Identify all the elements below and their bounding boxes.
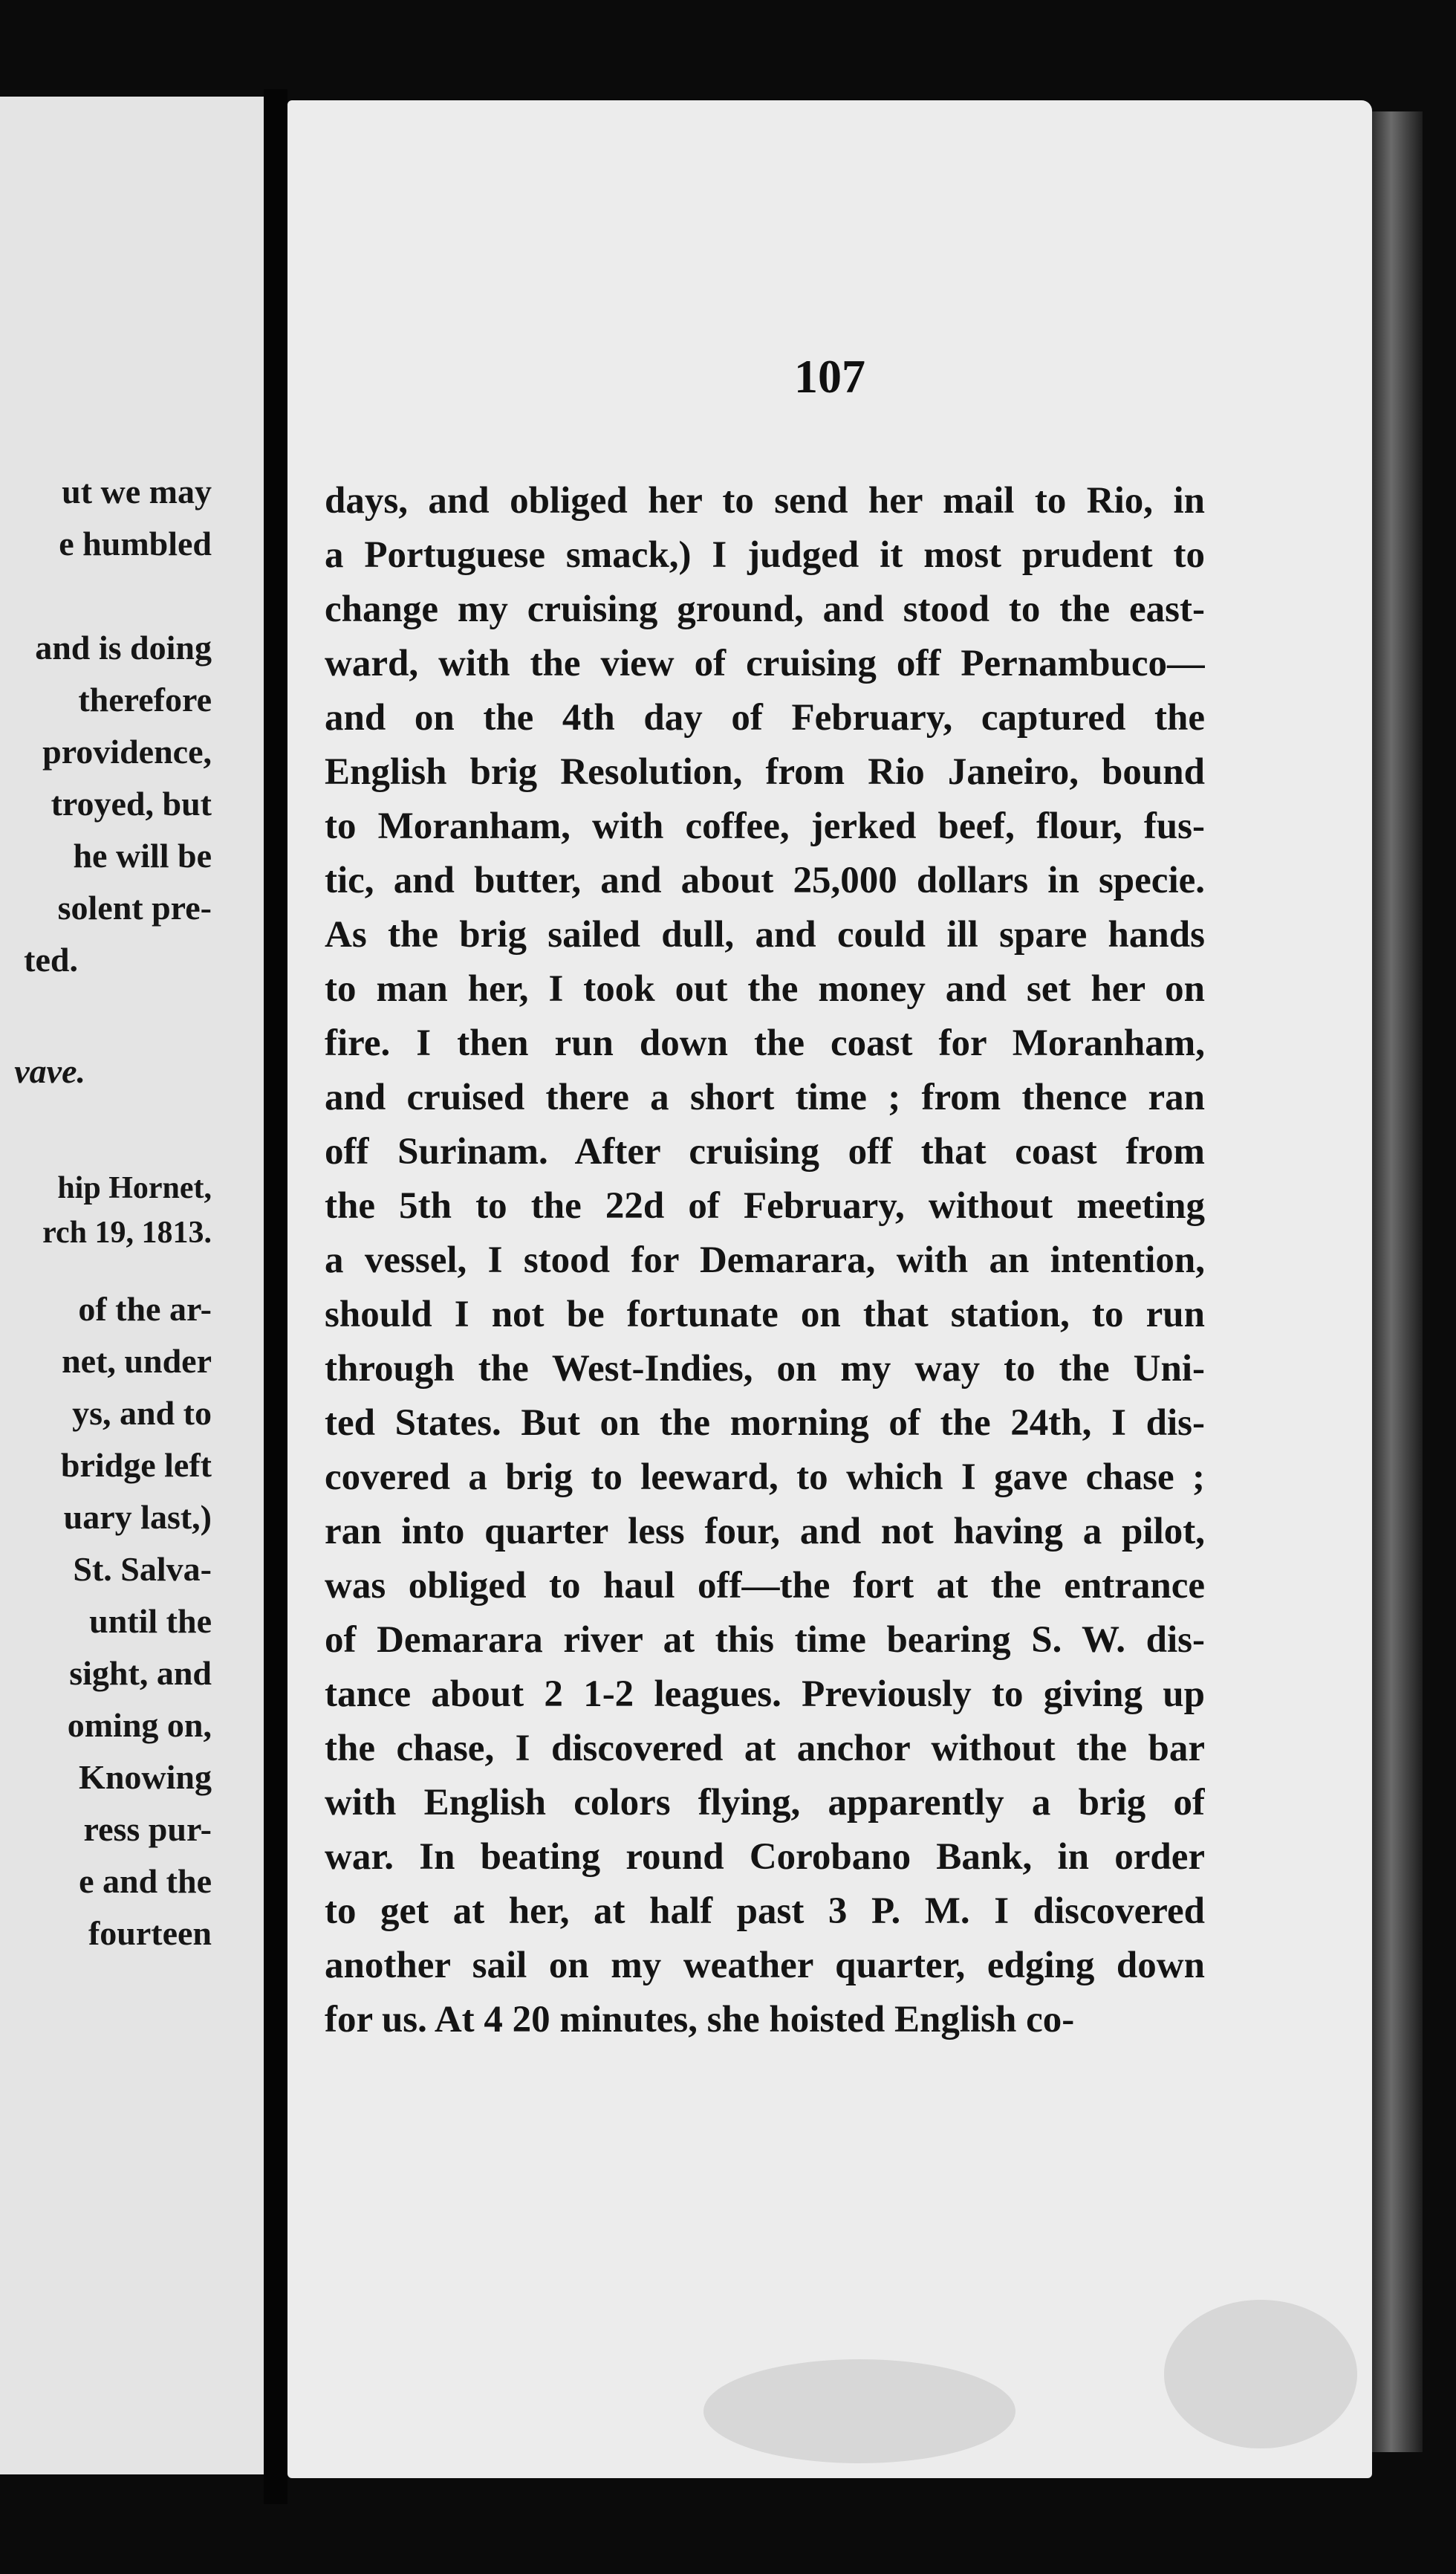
book-gutter xyxy=(264,89,287,2504)
left-page-line: oming on, xyxy=(67,1706,212,1744)
body-text-line: days, and obliged her to send her mail to Rio, in xyxy=(325,480,1205,522)
body-text-line: should I not be fortunate on that station, to run xyxy=(325,1294,1205,1335)
left-page-line: solent pre- xyxy=(57,889,212,927)
body-text-line: was obliged to haul off—the fort at the entrance xyxy=(325,1565,1205,1607)
body-text-line: through the West-Indies, on my way to the Uni- xyxy=(325,1348,1205,1390)
body-text-line: to man her, I took out the money and set her on xyxy=(325,968,1205,1010)
left-page-line: bridge left xyxy=(60,1446,212,1484)
left-page-line: ress pur- xyxy=(83,1810,212,1848)
page-stain xyxy=(703,2359,1015,2463)
body-text-line: As the brig sailed dull, and could ill spare hands xyxy=(325,914,1205,956)
left-page-line: e humbled xyxy=(59,525,212,563)
left-page-line: e and the xyxy=(79,1862,212,1900)
left-page-line: Knowing xyxy=(79,1758,212,1796)
body-text-line: a vessel, I stood for Demarara, with an intention, xyxy=(325,1239,1205,1281)
left-page-line: he will be xyxy=(73,837,212,875)
body-text-line: fire. I then run down the coast for Moranham, xyxy=(325,1022,1205,1064)
body-text-line: ward, with the view of cruising off Pernambuco— xyxy=(325,643,1205,684)
body-text-line: off Surinam. After cruising off that coast from xyxy=(325,1131,1205,1173)
page-edge-shadow xyxy=(1371,111,1423,2452)
body-text-line: tic, and butter, and about 25,000 dollars in specie. xyxy=(325,860,1205,901)
left-page-line: ut we may xyxy=(62,473,212,510)
left-page-line: net, under xyxy=(62,1342,212,1380)
left-page-line: and is doing xyxy=(35,629,212,667)
body-text-line: ran into quarter less four, and not having a pilot, xyxy=(325,1511,1205,1552)
body-text-line: tance about 2 1-2 leagues. Previously to giving up xyxy=(325,1673,1205,1715)
page-number: 107 xyxy=(794,350,865,403)
left-page-line: therefore xyxy=(78,681,212,719)
left-page-line: providence, xyxy=(42,733,212,771)
body-text-line: English brig Resolution, from Rio Janeiro, bound xyxy=(325,751,1205,793)
left-page-line: uary last,) xyxy=(63,1498,212,1536)
left-page-line: ted. xyxy=(24,941,78,979)
left-page-line: troyed, but xyxy=(51,785,212,823)
left-page-fragment xyxy=(0,97,268,2474)
left-page-line: St. Salva- xyxy=(73,1550,212,1588)
left-page-line: ys, and to xyxy=(72,1394,212,1432)
body-text-line: a Portuguese smack,) I judged it most prudent to xyxy=(325,534,1205,576)
body-text-line: for us. At 4 20 minutes, she hoisted English co- xyxy=(325,1999,1075,2040)
page-stain xyxy=(1164,2300,1357,2448)
body-text-line: to get at her, at half past 3 P. M. I discovered xyxy=(325,1890,1205,1932)
body-text-line: another sail on my weather quarter, edging down xyxy=(325,1945,1205,1986)
body-text-line: and on the 4th day of February, captured the xyxy=(325,697,1205,739)
left-page-line: fourteen xyxy=(88,1914,212,1952)
body-text-line: change my cruising ground, and stood to the east- xyxy=(325,589,1205,630)
body-text-line: war. In beating round Corobano Bank, in order xyxy=(325,1836,1205,1878)
left-page-line: of the ar- xyxy=(78,1290,212,1328)
body-text-line: covered a brig to leeward, to which I gave chase ; xyxy=(325,1456,1205,1498)
body-text-line: to Moranham, with coffee, jerked beef, flour, fus- xyxy=(325,805,1205,847)
left-page-line: rch 19, 1813. xyxy=(42,1216,212,1250)
body-text-line: and cruised there a short time ; from thence ran xyxy=(325,1077,1205,1118)
left-page-line: hip Hornet, xyxy=(57,1171,212,1205)
left-page-line: sight, and xyxy=(69,1654,212,1692)
body-text-line: with English colors flying, apparently a brig of xyxy=(325,1782,1205,1823)
body-text-line: the 5th to the 22d of February, without meeting xyxy=(325,1185,1205,1227)
left-page-line: until the xyxy=(89,1602,212,1640)
body-text-line: ted States. But on the morning of the 24th, I dis- xyxy=(325,1402,1205,1444)
main-page xyxy=(287,100,1372,2478)
body-text-line: of Demarara river at this time bearing S. W. dis- xyxy=(325,1619,1205,1661)
body-text-line: the chase, I discovered at anchor without the bar xyxy=(325,1728,1205,1769)
left-page-heading: vave. xyxy=(14,1052,85,1090)
